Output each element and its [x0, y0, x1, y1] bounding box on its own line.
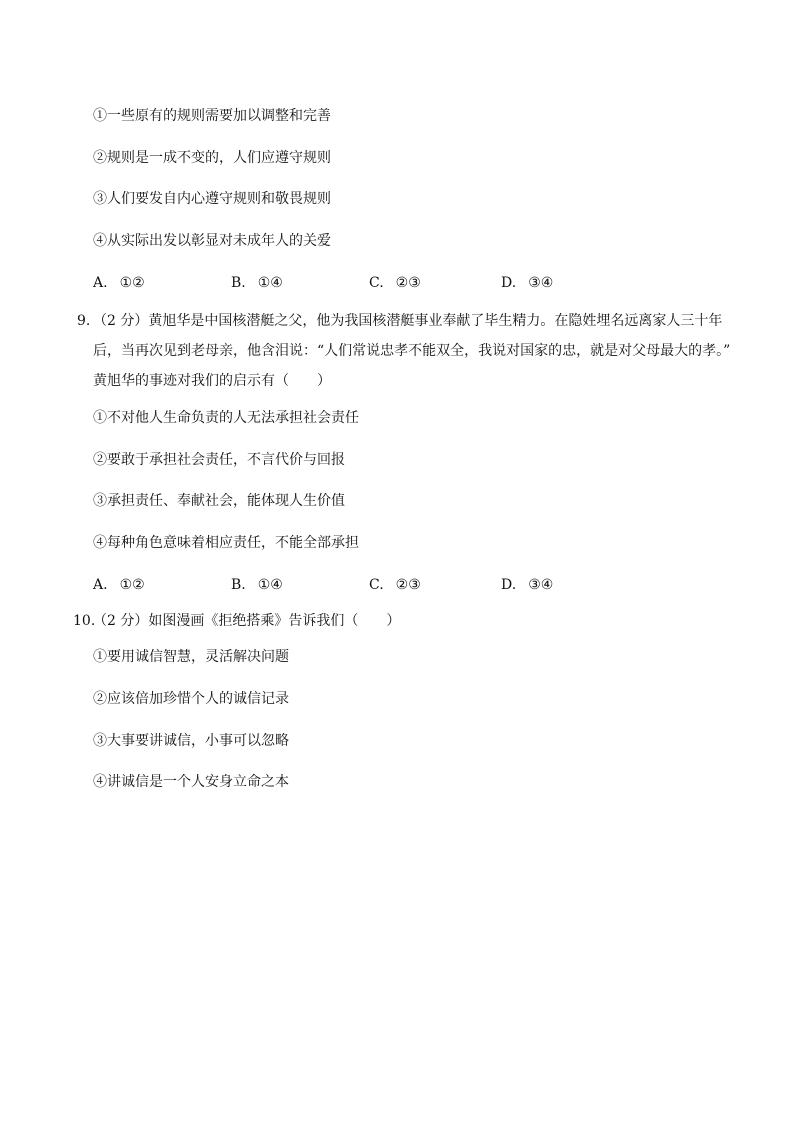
q8-option-c	[369, 274, 421, 292]
option-value: ①④	[257, 275, 283, 291]
q8-statement-4: ④从实际出发以彰显对未成年人的关爱	[93, 233, 331, 249]
q9-option-a	[93, 576, 145, 594]
q8-option-b	[231, 274, 283, 292]
q9-option-c	[369, 576, 421, 594]
q8-statement-3: ③人们要发自内心遵守规则和敬畏规则	[93, 191, 331, 207]
option-letter: B.	[231, 577, 246, 593]
q10-statement-1: ①要用诚信智慧，灵活解决问题	[93, 649, 289, 665]
option-value: ①④	[257, 577, 283, 593]
q10-number: 10.	[73, 613, 96, 629]
option-value: ②③	[395, 275, 421, 291]
q9-number: 9.	[77, 313, 91, 329]
option-value: ①②	[119, 577, 145, 593]
q8-statement-2: ②规则是一成不变的，人们应遵守规则	[93, 150, 331, 166]
q9-text-line-3: 黄旭华的事迹对我们的启示有（ ）	[93, 373, 331, 389]
option-value: ③④	[528, 577, 554, 593]
option-letter: D.	[501, 275, 517, 291]
q9-text-line-2: 后，当再次见到老母亲，他含泪说：“人们常说忠孝不能双全，我说对国家的忠，就是对父母最大的孝。”	[93, 343, 731, 359]
q9-statement-4: ④每种角色意味着相应责任，不能全部承担	[93, 535, 359, 551]
q8-option-d	[501, 274, 553, 292]
option-letter: A.	[93, 577, 108, 593]
option-letter: B.	[231, 275, 246, 291]
q9-option-d	[501, 576, 553, 594]
q8-statement-1: ①一些原有的规则需要加以调整和完善	[93, 108, 331, 124]
option-value: ②③	[395, 577, 421, 593]
option-value: ①②	[119, 275, 145, 291]
q10-text-line-1: （2 分）如图漫画《拒绝搭乘》告诉我们（ ）	[93, 613, 401, 629]
q10-statement-2: ②应该倍加珍惜个人的诚信记录	[93, 691, 289, 707]
option-letter: C.	[369, 577, 384, 593]
q10-statement-3: ③大事要讲诚信，小事可以忽略	[93, 733, 289, 749]
option-value: ③④	[528, 275, 554, 291]
q9-statement-3: ③承担责任、奉献社会，能体现人生价值	[93, 493, 345, 509]
option-letter: D.	[501, 577, 517, 593]
q9-statement-1: ①不对他人生命负责的人无法承担社会责任	[93, 410, 359, 426]
q9-option-b	[231, 576, 283, 594]
q9-text-line-1: （2 分）黄旭华是中国核潜艇之父，他为我国核潜艇事业奉献了毕生精力。在隐姓埋名远离家人三十年	[93, 313, 723, 329]
q8-option-a	[93, 274, 145, 292]
q10-statement-4: ④讲诚信是一个人安身立命之本	[93, 774, 289, 790]
option-letter: C.	[369, 275, 384, 291]
q9-statement-2: ②要敢于承担社会责任，不言代价与回报	[93, 452, 345, 468]
option-letter: A.	[93, 275, 108, 291]
